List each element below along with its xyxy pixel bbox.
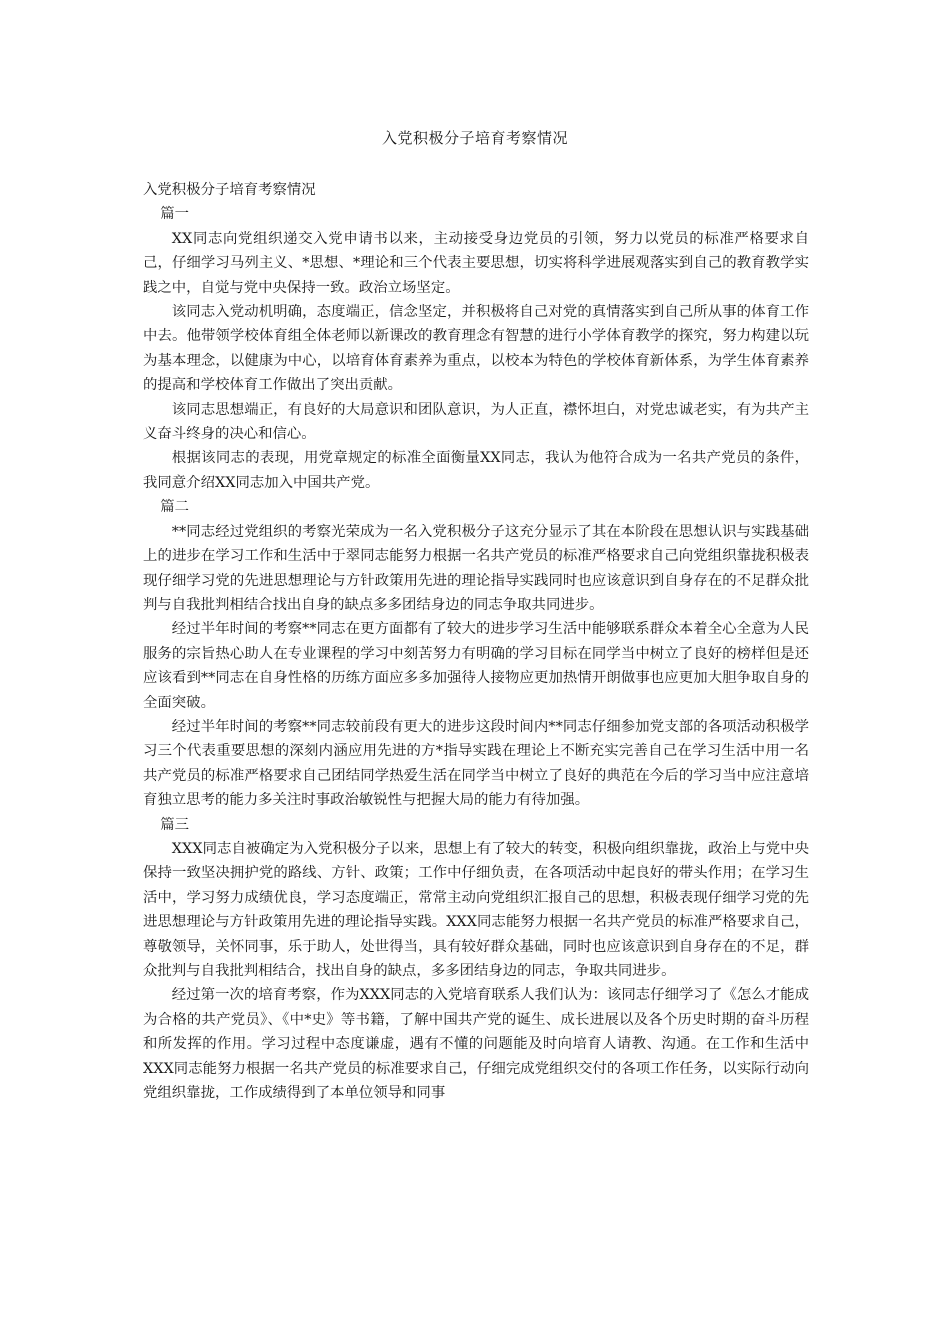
paragraph: 经过半年时间的考察**同志在更方面都有了较大的进步学习生活中能够联系群众本着全心全意为人民服务的宗旨热心助人在专业课程的学习中刻苦努力有明确的学习目标在同学当中树立了良好的榜样但是还应该看到**同志在自身性格的历练方面应多多加强待人接物应更加热情开朗做事也应更加大胆争取自身的全面突破。 [143, 621, 809, 711]
section-label-2: 篇二 [160, 499, 190, 516]
document-title: 入党积极分子培育考察情况 [381, 129, 568, 147]
paragraph: 该同志入党动机明确，态度端正，信念坚定，并积极将自己对党的真情落实到自己所从事的体育工作中去。他带领学校体育组全体老师以新课改的教育理念有智慧的进行小学体育教学的探究，努力构建以玩为基本理念，以健康为中心，以培育体育素养为重点，以校本为特色的学校体育新体系，为学生体育素养的提高和学校体育工作做出了突出贡献。 [143, 304, 809, 394]
paragraph: **同志经过党组织的考察光荣成为一名入党积极分子这充分显示了其在本阶段在思想认识与实践基础上的进步在学习工作和生活中于翠同志能努力根据一名共产党员的标准严格要求自己向党组织靠拢积极表现仔细学习党的先进思想理论与方针政策用先进的理论指导实践同时也应该意识到自身存在的不足群众批判与自我批判相结合找出自身的缺点多多团结身边的同志争取共同进步。 [143, 523, 809, 613]
paragraph: XXX同志自被确定为入党积极分子以来，思想上有了较大的转变，积极向组织靠拢，政治上与党中央保持一致坚决拥护党的路线、方针、政策；工作中仔细负责，在各项活动中起良好的带头作用；在学习生活中，学习努力成绩优良，学习态度端正，常常主动向党组织汇报自己的思想，积极表现仔细学习党的先进思想理论与方针政策用先进的理论指导实践。XXX同志能努力根据一名共产党员的标准严格要求自己，尊敬领导，关怀同事，乐于助人，处世得当，具有较好群众基础，同时也应该意识到自身存在的不足，群众批判与自我批判相结合，找出自身的缺点，多多团结身边的同志，争取共同进步。 [143, 840, 809, 979]
document-body [143, 178, 809, 1105]
paragraph: 根据该同志的表现，用党章规定的标准全面衡量XX同志，我认为他符合成为一名共产党员的条件，我同意介绍XX同志加入中国共产党。 [143, 450, 809, 491]
paragraph: 经过半年时间的考察**同志较前段有更大的进步这段时间内**同志仔细参加党支部的各项活动积极学习三个代表重要思想的深刻内涵应用先进的方*指导实践在理论上不断充实完善自己在学习生活中用一名共产党员的标准严格要求自己团结同学热爱生活在同学当中树立了良好的典范在今后的学习当中应注意培育独立思考的能力多关注时事政治敏锐性与把握大局的能力有待加强。 [143, 718, 809, 809]
section-label-1: 篇一 [160, 206, 190, 223]
paragraph: 该同志思想端正，有良好的大局意识和团队意识，为人正直，襟怀坦白，对党忠诚老实，有为共产主义奋斗终身的决心和信心。 [143, 401, 809, 443]
paragraph: XX同志向党组织递交入党申请书以来，主动接受身边党员的引领，努力以党员的标准严格要求自己，仔细学习马列主义、*思想、*理论和三个代表主要思想，切实将科学进展观落实到自己的教育教学实践之中，自觉与党中央保持一致。政治立场坚定。 [143, 230, 809, 296]
document-subtitle: 入党积极分子培育考察情况 [143, 182, 316, 198]
section-label-3: 篇三 [160, 816, 190, 833]
paragraph: 经过第一次的培育考察，作为XXX同志的入党培育联系人我们认为：该同志仔细学习了《怎么才能成为合格的共产党员》、《中*史》等书籍，了解中国共产党的诞生、成长进展以及各个历史时期的奋斗历程和所发挥的作用。学习过程中态度谦虚，遇有不懂的问题能及时向培育人请教、沟通。在工作和生活中XXX同志能努力根据一名共产党员的标准要求自己，仔细完成党组织交付的各项工作任务，以实际行动向党组织靠拢，工作成绩得到了本单位领导和同事 [143, 987, 809, 1102]
